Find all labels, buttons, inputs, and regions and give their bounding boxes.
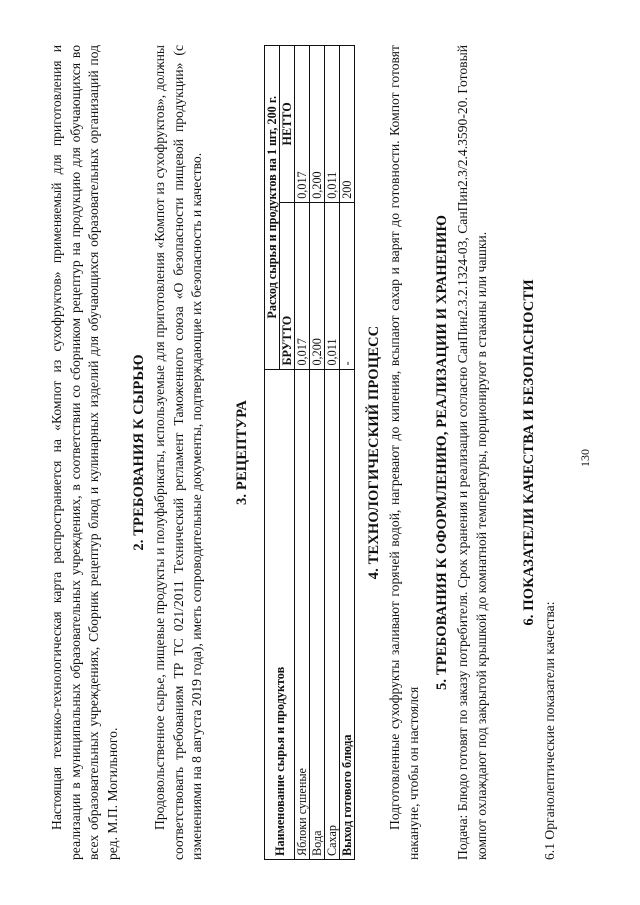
row-netto: 0,011 <box>325 46 340 203</box>
col-brutto-header: БРУТТО <box>280 202 295 369</box>
section-4-paragraph <box>386 45 423 860</box>
section-2-text: Продовольственное сырье, пищевые продукты и полуфабрикаты, используемые для приготовления «Компот из сухофруктов», должны соответствовать требованиям ТР ТС 021/2011 Технический регламент Таможенного союза «О безопасности пищевой продукции» (с изменениями на 8 августа 2019 года), иметь сопроводительные документы, подтверждающие их безопасность и качество. <box>152 45 204 860</box>
intro-text: Настоящая технико-технологическая карта распространяется на «Компот из сухофруктов» применяемый для приготовления и реализации в муниципальных образовательных учреждениях, в соответствии со сборником рецептур на продукцию для обучающихся во всех образовательных учреждениях, Сборник рецептур блюд и кулинарных изделий для обучающихся образовательных организаций под ред. М.П. Могильного. <box>49 45 120 860</box>
section-5-text: Подача: Блюдо готовят по заказу потребителя. Срок хранения и реализации согласно СанПин2.3.2.1324-03, СанПин2.3/2.4.3590-20. Готовый компот охлаждают под закрытой крышкой до комнатной температуры, порционируют в стаканы или чашки. <box>455 45 489 860</box>
section-6-title: 6. ПОКАЗАТЕЛИ КАЧЕСТВА И БЕЗОПАСНОСТИ <box>521 279 537 626</box>
row-name: Яблоки сушеные <box>295 369 310 859</box>
total-name: Выход готового блюда <box>340 369 355 859</box>
total-brutto: - <box>340 202 355 369</box>
section-2-title: 2. ТРЕБОВАНИЯ К СЫРЬЮ <box>131 354 147 551</box>
section-3-title: 3. РЕЦЕПТУРА <box>234 400 250 505</box>
section-5-title: 5. ТРЕБОВАНИЯ К ОФОРМЛЕНИЮ, РЕАЛИЗАЦИИ И ХРАНЕНИЮ <box>434 215 450 690</box>
section-4-title: 4. ТЕХНОЛОГИЧЕСКИЙ ПРОЦЕСС <box>366 325 382 580</box>
row-netto: 0,200 <box>310 46 325 203</box>
section-6-text: 6.1 Органолептические показатели качества: <box>542 601 557 860</box>
section-5-paragraph <box>454 45 491 860</box>
section-2-paragraph <box>151 45 207 860</box>
total-netto: 200 <box>340 46 355 203</box>
table-row <box>325 46 340 860</box>
table-row <box>310 46 325 860</box>
col-netto-header: НЕТТО <box>280 46 295 203</box>
row-brutto: 0,017 <box>295 202 310 369</box>
table-row <box>295 46 310 860</box>
col-name-header: Наименование сырья и продуктов <box>265 369 295 859</box>
section-6-paragraph <box>541 45 560 860</box>
row-brutto: 0,011 <box>325 202 340 369</box>
row-name: Вода <box>310 369 325 859</box>
table-header-row <box>265 46 280 860</box>
section-4-text: Подготовленные сухофрукты заливают горячей водой, нагревают до кипения, всыпают сахар и варят до готовности. Компот готовят накануне, чтобы он настоялся <box>387 45 421 860</box>
intro-paragraph <box>48 45 122 860</box>
col-group-header: Расход сырья и продуктов на 1 шт, 200 г. <box>265 46 280 370</box>
recipe-table <box>264 45 355 860</box>
row-brutto: 0,200 <box>310 202 325 369</box>
page-number: 130 <box>578 449 592 467</box>
table-total-row <box>340 46 355 860</box>
row-netto: 0,017 <box>295 46 310 203</box>
row-name: Сахар <box>325 369 340 859</box>
